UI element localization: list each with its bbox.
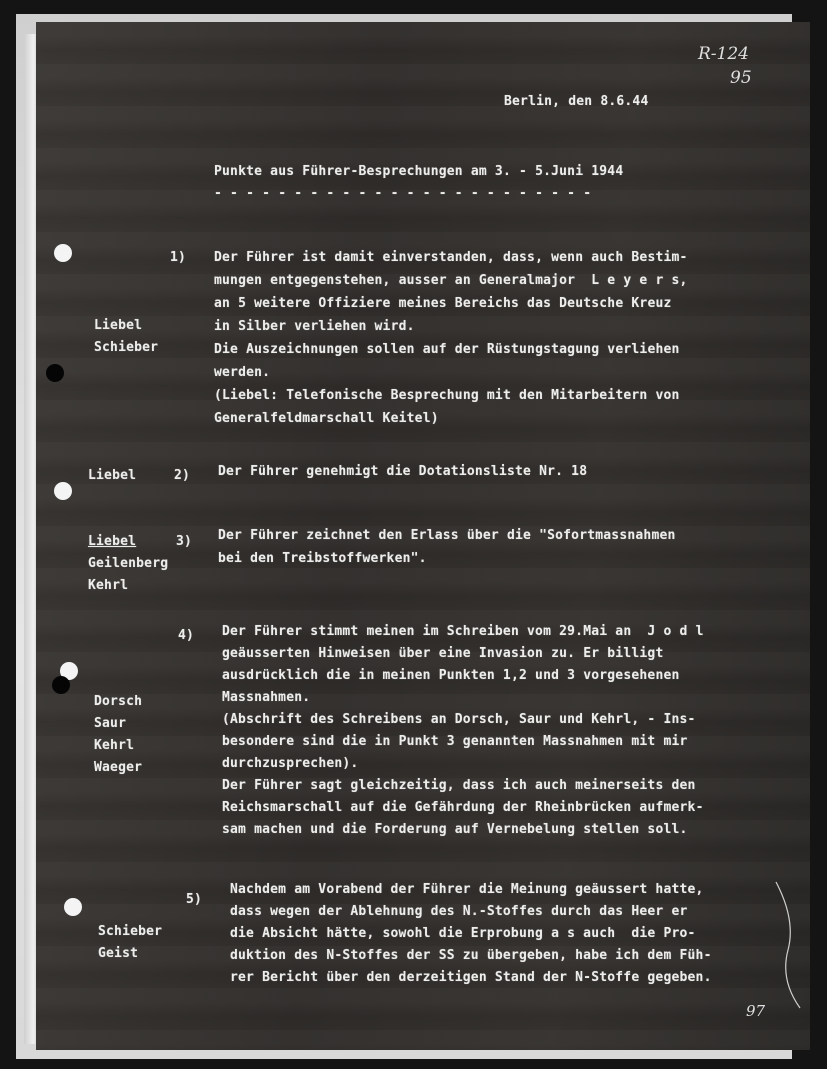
date-line: Berlin, den 8.6.44 — [504, 94, 649, 109]
point-4-line-8: Der Führer sagt gleichzeitig, dass ich auch meinerseits den — [222, 778, 696, 793]
punch-hole-2 — [46, 364, 64, 382]
archive-mark-line1: R-124 — [698, 44, 749, 64]
point-4-line-7: durchzusprechen). — [222, 756, 359, 771]
point-4-line-5: (Abschrift des Schreibens an Dorsch, Saur und Kehrl, - Ins- — [222, 712, 696, 727]
point-4-number: 4) — [178, 628, 195, 643]
point-4-name-3: Kehrl — [94, 738, 135, 753]
point-4-name-1: Dorsch — [94, 694, 143, 709]
point-1-line-6: werden. — [214, 365, 271, 380]
point-1-name-2: Schieber — [94, 340, 159, 355]
point-5-number: 5) — [186, 892, 203, 907]
point-4-text — [222, 624, 704, 837]
point-5-line-3: die Absicht hätte, sowohl die Erprobung a s auch die Pro- — [230, 926, 696, 941]
punch-hole-1 — [54, 244, 72, 262]
document-title: Punkte aus Führer-Besprechungen am 3. - 5.Juni 1944 — [214, 164, 624, 179]
point-3-line-1: Der Führer zeichnet den Erlass über die "Sofortmassnahmen — [218, 528, 676, 543]
point-1-line-5: Die Auszeichnungen sollen auf der Rüstungstagung verliehen — [214, 342, 680, 357]
point-1-line-7: (Liebel: Telefonische Besprechung mit den Mitarbeitern von — [214, 388, 680, 403]
point-4-name-4: Waeger — [94, 760, 143, 775]
point-5-name-2: Geist — [98, 946, 139, 961]
point-1-line-3: an 5 weitere Offiziere meines Bereichs das Deutsche Kreuz — [214, 296, 672, 311]
point-3-name-2: Geilenberg — [88, 556, 169, 571]
point-3-text — [218, 528, 676, 588]
page-footer-mark: 97 — [746, 1002, 766, 1020]
margin-bracket-mark — [770, 880, 810, 1010]
point-3-name-1: Liebel — [88, 534, 137, 549]
point-1-line-1: Der Führer ist damit einverstanden, dass, wenn auch Bestim- — [214, 250, 688, 265]
point-1-line-2: mungen entgegenstehen, ausser an Generalmajor L e y e r s, — [214, 273, 688, 288]
point-3-line-2: bei den Treibstoffwerken". — [218, 551, 427, 566]
point-4-line-2: geäusserten Hinweisen über eine Invasion zu. Er billigt — [222, 646, 664, 661]
point-2-name-1: Liebel — [88, 468, 137, 483]
point-5-line-2: dass wegen der Ablehnung des N.-Stoffes durch das Heer er — [230, 904, 688, 919]
point-5-line-4: duktion des N-Stoffes der SS zu übergeben, habe ich dem Füh- — [230, 948, 712, 963]
point-5-line-1: Nachdem am Vorabend der Führer die Meinung geäussert hatte, — [230, 882, 704, 897]
point-1-line-8: Generalfeldmarschall Keitel) — [214, 411, 439, 426]
document-page — [36, 22, 810, 1050]
point-4-line-9: Reichsmarschall auf die Gefährdung der Rheinbrücken aufmerk- — [222, 800, 704, 815]
point-2-line-1: Der Führer genehmigt die Dotationsliste Nr. 18 — [218, 464, 588, 479]
point-4-line-4: Massnahmen. — [222, 690, 311, 705]
punch-hole-3 — [54, 482, 72, 500]
point-3-name-3: Kehrl — [88, 578, 129, 593]
point-4-name-2: Saur — [94, 716, 127, 731]
title-rule: - - - - - - - - - - - - - - - - - - - - - - - - — [214, 186, 592, 201]
point-4-line-6: besondere sind die in Punkt 3 genannten Massnahmen mit mir — [222, 734, 688, 749]
point-1-text — [214, 250, 688, 426]
point-1-line-4: in Silber verliehen wird. — [214, 319, 415, 334]
point-2-number: 2) — [174, 468, 191, 483]
punch-hole-5 — [52, 676, 70, 694]
point-4-line-3: ausdrücklich die in meinen Punkten 1,2 und 3 vorgesehenen — [222, 668, 680, 683]
point-4-line-10: sam machen und die Forderung auf Vernebelung stellen soll. — [222, 822, 688, 837]
point-1-name-1: Liebel — [94, 318, 143, 333]
point-3-number: 3) — [176, 534, 193, 549]
point-1-number: 1) — [170, 250, 187, 265]
point-4-line-1: Der Führer stimmt meinen im Schreiben vom 29.Mai an J o d l — [222, 624, 704, 639]
archive-mark-line2: 95 — [730, 68, 752, 88]
point-5-name-1: Schieber — [98, 924, 163, 939]
point-5-text — [230, 882, 712, 987]
point-5-line-5: rer Bericht über den derzeitigen Stand der N-Stoffe gegeben. — [230, 970, 712, 985]
punch-hole-6 — [64, 898, 82, 916]
